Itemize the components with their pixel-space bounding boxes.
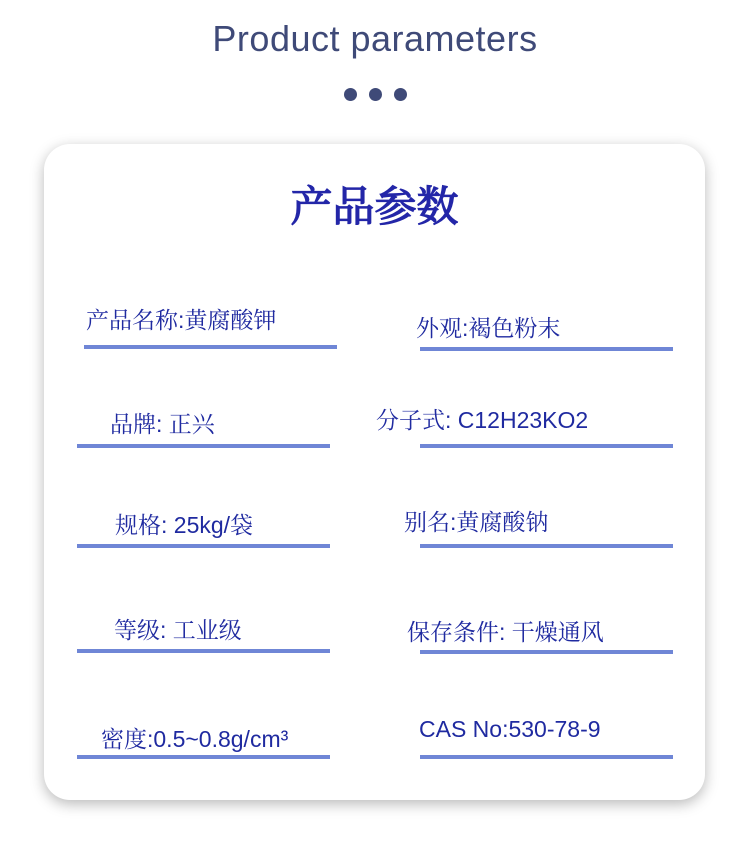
param-text: 别名:黄腐酸钠 xyxy=(404,509,549,535)
param-text: 等级: 工业级 xyxy=(114,617,242,643)
param-underline xyxy=(420,444,673,448)
dot-icon xyxy=(394,88,407,101)
param-underline xyxy=(77,544,330,548)
param-underline xyxy=(420,650,673,654)
param-text: CAS No:530-78-9 xyxy=(419,716,601,742)
param-underline xyxy=(77,649,330,653)
param-underline xyxy=(77,755,330,759)
param-underline xyxy=(420,755,673,759)
dot-icon xyxy=(369,88,382,101)
param-underline xyxy=(84,345,337,349)
param-text: 产品名称:黄腐酸钾 xyxy=(86,307,277,333)
param-text: 分子式: C12H23KO2 xyxy=(376,407,589,433)
decorative-dots xyxy=(0,88,750,101)
dot-icon xyxy=(344,88,357,101)
param-underline xyxy=(420,544,673,548)
page-heading: Product parameters xyxy=(212,18,538,59)
param-text: 外观:褐色粉末 xyxy=(416,315,561,341)
param-underline xyxy=(420,347,673,351)
param-underline xyxy=(77,444,330,448)
param-text: 密度:0.5~0.8g/cm³ xyxy=(101,726,289,752)
parameters-card xyxy=(44,144,705,800)
param-text: 规格: 25kg/袋 xyxy=(115,512,254,538)
param-text: 品牌: 正兴 xyxy=(110,411,215,437)
card-title: 产品参数 xyxy=(290,182,459,231)
param-text: 保存条件: 干燥通风 xyxy=(407,619,604,645)
